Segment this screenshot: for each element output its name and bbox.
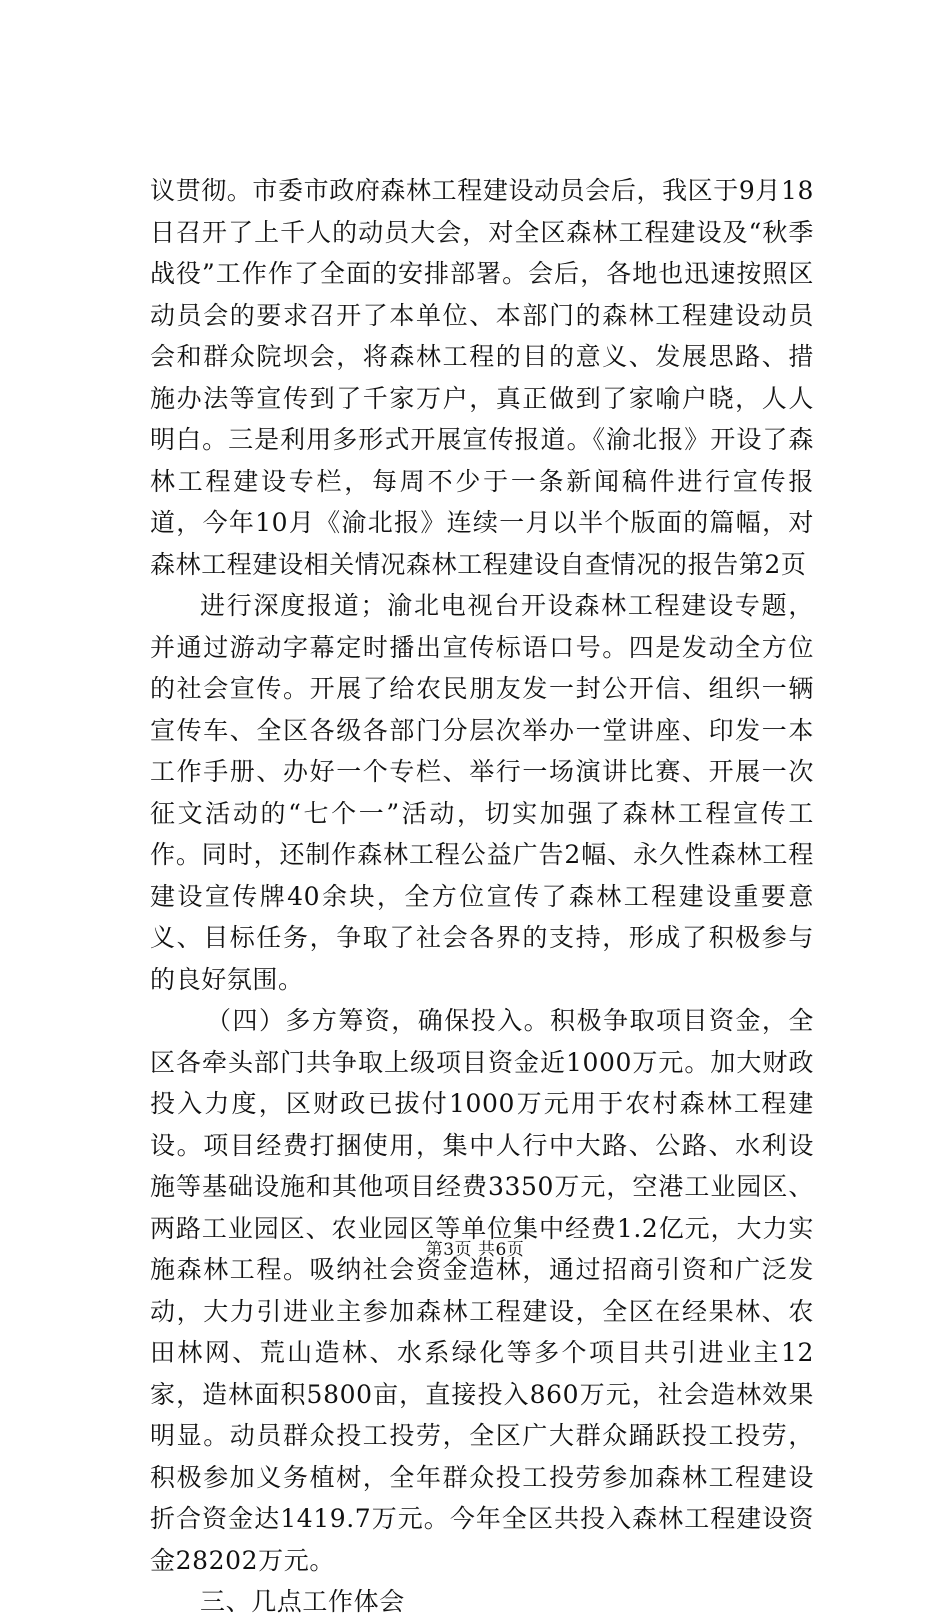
section-heading-experience: 三、几点工作体会 [200,1587,405,1616]
page-footer: 第3页 共6页 [425,1240,525,1260]
paragraph-in-depth-reporting: 进行深度报道；渝北电视台开设森林工程建设专题，并通过游动字幕定时播出宣传标语口号。四是发动全方位的社会宣传。开展了给农民朋友发一封公开信、组织一辆宣传车、全区各级各部门分层次举办一堂讲座、印发一本工作手册、办好一个专栏、举行一场演讲比赛、开展一次征文活动的“七个一”活动，切实加强了森林工程宣传工作。同时，还制作森林工程公益广告2幅、永久性森林工程建设宣传牌40余块，全方位宣传了森林工程建设重要意义、目标任务，争取了社会各界的支持，形成了积极参与的良好氛围。 [150,591,814,994]
paragraph-publicity-continued: 议贯彻。市委市政府森林工程建设动员会后，我区于9月18日召开了上千人的动员大会，对全区森林工程建设及“秋季战役”工作作了全面的安排部署。会后，各地也迅速按照区动员会的要求召开了本单位、本部门的森林工程建设动员会和群众院坝会，将森林工程的目的意义、发展思路、措施办法等宣传到了千家万户，真正做到了家喻户晓，人人明白。三是利用多形式开展宣传报道。《渝北报》开设了森林工程建设专栏，每周不少于一条新闻稿件进行宣传报道，今年10月《渝北报》连续一月以半个版面的篇幅，对森林工程建设相关情况森林工程建设自查情况的报告第2页 [150,176,814,579]
document-body [150,170,814,1623]
paragraph-funding: （四）多方筹资，确保投入。积极争取项目资金，全区各牵头部门共争取上级项目资金近1000万元。加大财政投入力度，区财政已拔付1000万元用于农村森林工程建设。项目经费打捆使用，集中人行中大路、公路、水利设施等基础设施和其他项目经费3350万元，空港工业园区、两路工业园区、农业园区等单位集中经费1.2亿元，大力实施森林工程。吸纳社会资金造林，通过招商引资和广泛发动，大力引进业主参加森林工程建设，全区在经果林、农田林网、荒山造林、水系绿化等多个项目共引进业主12家，造林面积5800亩，直接投入860万元，社会造林效果明显。动员群众投工投劳，全区广大群众踊跃投工投劳，积极参加义务植树，全年群众投工投劳参加森林工程建设折合资金达1419.7万元。今年全区共投入森林工程建设资金28202万元。 [150,1006,814,1575]
